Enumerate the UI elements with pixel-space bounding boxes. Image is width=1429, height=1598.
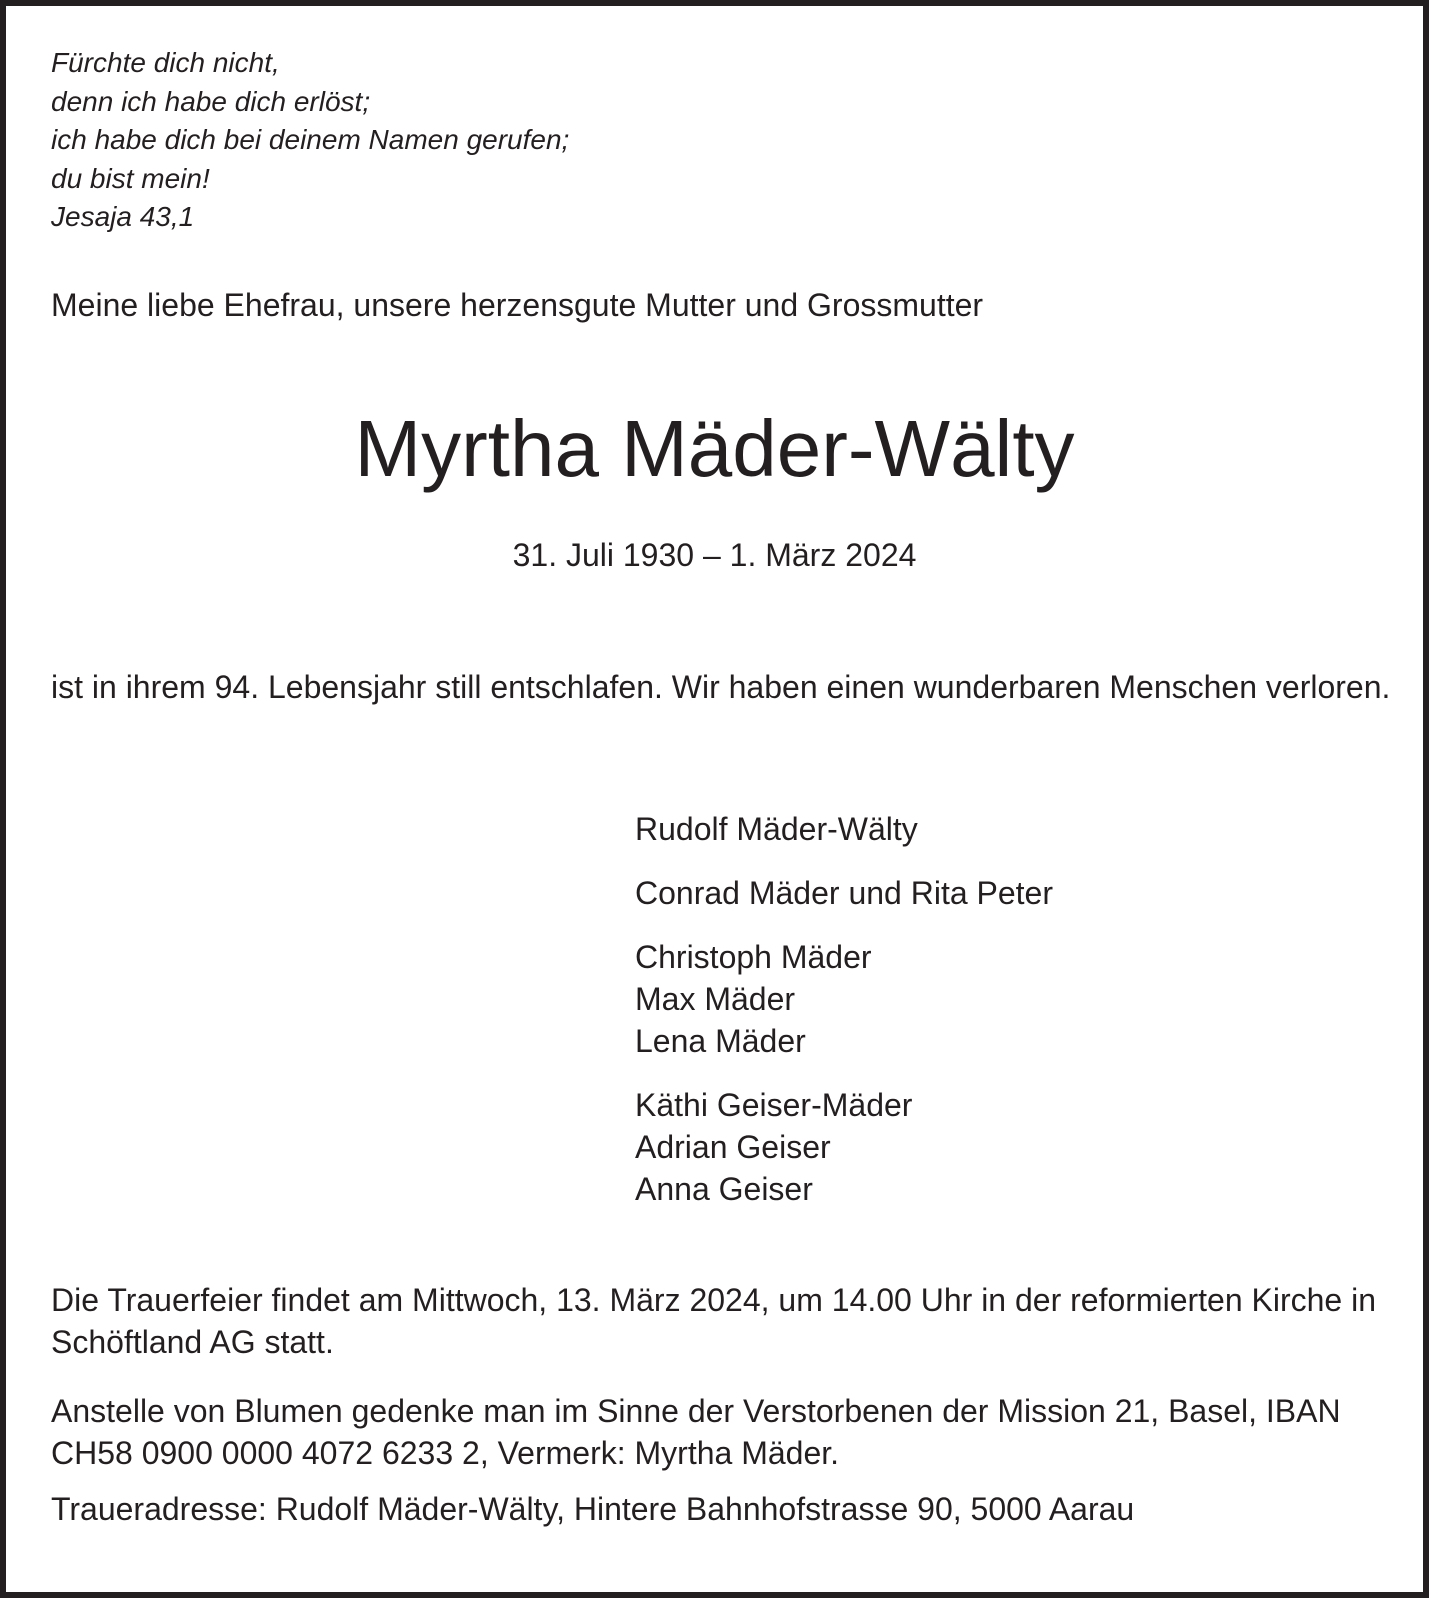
verse-line: ich habe dich bei deinem Namen gerufen; xyxy=(51,124,570,155)
life-dates: 31. Juli 1930 – 1. März 2024 xyxy=(512,537,917,573)
mourner-group xyxy=(635,1084,1053,1210)
mourner-name: Lena Mäder xyxy=(635,1023,806,1059)
mourners-list xyxy=(635,808,1053,1232)
mourner-name: Anna Geiser xyxy=(635,1171,813,1207)
verse-line: denn ich habe dich erlöst; xyxy=(51,85,371,117)
mourner-group xyxy=(635,808,1053,850)
mourner-name: Christoph Mäder xyxy=(635,939,872,975)
deceased-name: Myrtha Mäder-Wälty xyxy=(354,404,1075,493)
passing-text: ist in ihrem 94. Lebensjahr still entschlafen. Wir haben einen wunderbaren Menschen verloren. xyxy=(51,669,1391,705)
donation-info: Anstelle von Blumen gedenke man im Sinne der Verstorbenen der Mission 21, Basel, IBAN CH58 0900 0000 4072 6233 2, Vermerk: Myrtha Mäder. xyxy=(51,1393,1341,1471)
mourner-name: Conrad Mäder und Rita Peter xyxy=(635,875,1053,911)
bible-verse xyxy=(51,44,569,237)
verse-reference: Jesaja 43,1 xyxy=(51,201,195,232)
intro-text: Meine liebe Ehefrau, unsere herzensgute Mutter und Grossmutter xyxy=(51,287,984,323)
mourner-name: Adrian Geiser xyxy=(635,1129,831,1165)
verse-line: Fürchte dich nicht, xyxy=(51,47,280,78)
mourner-group xyxy=(635,936,1053,1062)
verse-line: du bist mein! xyxy=(51,162,210,194)
mourner-name: Rudolf Mäder-Wälty xyxy=(635,811,918,847)
mourner-name: Max Mäder xyxy=(635,981,796,1017)
mourner-group xyxy=(635,872,1053,914)
mourner-name: Käthi Geiser-Mäder xyxy=(635,1087,913,1123)
mourning-address: Traueradresse: Rudolf Mäder-Wälty, Hintere Bahnhofstrasse 90, 5000 Aarau xyxy=(51,1491,1135,1527)
service-info: Die Trauerfeier findet am Mittwoch, 13. März 2024, um 14.00 Uhr in der reformierten Kirche in Schöftland AG statt. xyxy=(51,1282,1377,1360)
